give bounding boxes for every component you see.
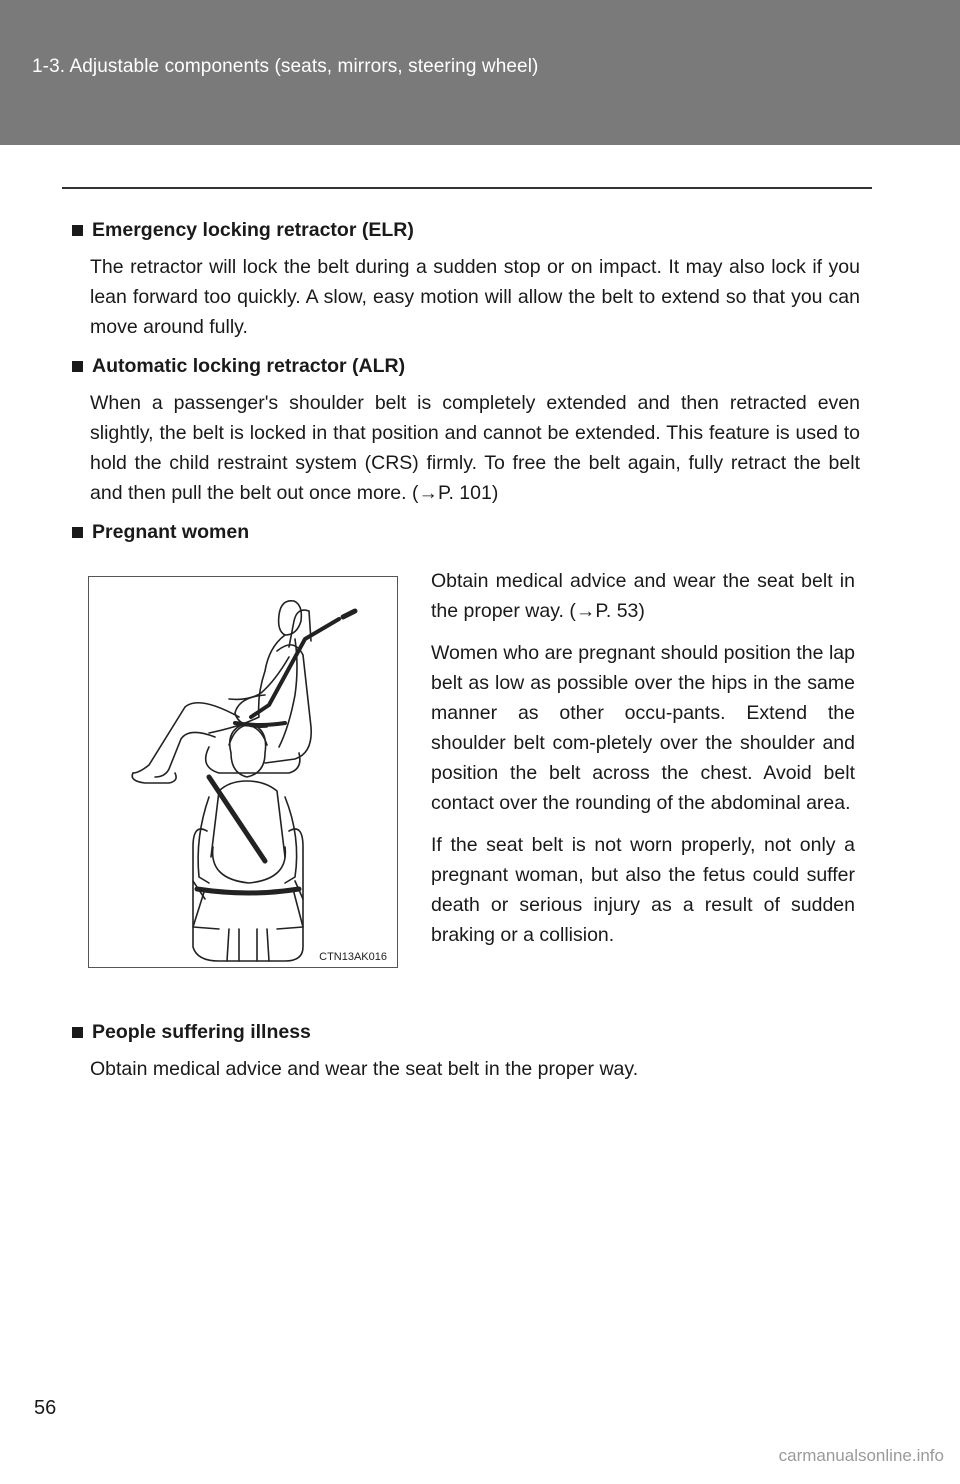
pregnant-heading [70,518,860,546]
header-rule [62,187,872,189]
section-pregnant [70,518,860,1008]
square-bullet-icon [72,225,83,236]
square-bullet-icon [72,1027,83,1038]
illness-heading-text: People suffering illness [92,1021,311,1043]
pregnant-figure-row [70,556,860,1008]
pregnant-p2: Women who are pregnant should position the lap belt as low as possible over the hips in the same manner as other occu-pants. Extend the shoulder belt com-pletely over the shoulder and position the belt across the chest. Avoid belt contact over the rounding of the abdominal area. [431,642,855,814]
figure-code: CTN13AK016 [319,951,387,963]
seatbelt-illustration-icon [89,577,397,967]
square-bullet-icon [72,527,83,538]
elr-heading [70,216,860,244]
alr-heading [70,352,860,380]
pregnant-text [431,566,855,962]
pregnant-woman-illustration [88,576,398,968]
illness-body: Obtain medical advice and wear the seat belt in the proper way. [90,1058,639,1080]
section-elr [70,216,860,342]
section-illness [70,1018,860,1084]
page-header [0,0,960,145]
section-alr [70,352,860,508]
square-bullet-icon [72,361,83,372]
watermark: carmanualsonline.info [778,1446,944,1465]
alr-heading-text: Automatic locking retractor (ALR) [92,355,406,377]
pregnant-heading-text: Pregnant women [92,521,250,543]
pregnant-p3: If the seat belt is not worn properly, not only a pregnant woman, but also the fetus could suffer death or serious injury as a result of sudden braking or a collision. [431,834,855,946]
page-number: 56 [34,1397,57,1419]
pregnant-p1: Obtain medical advice and wear the seat belt in the proper way. (→P. 53) [431,570,855,622]
elr-body: The retractor will lock the belt during a sudden stop or on impact. It may also lock if you lean forward too quickly. A slow, easy motion will allow the belt to extend so that you can move around fully. [90,256,860,338]
elr-heading-text: Emergency locking retractor (ELR) [92,219,414,241]
page-content [70,216,860,1094]
alr-body: When a passenger's shoulder belt is completely extended and then retracted even slightly, the belt is locked in that position and cannot be extended. This feature is used to hold the child restraint system (CRS) firmly. To free the belt again, fully retract the belt and then pull the belt out once more. (→P. 101) [90,392,860,504]
illness-heading [70,1018,860,1046]
section-title: 1-3. Adjustable components (seats, mirrors, steering wheel) [32,56,539,77]
